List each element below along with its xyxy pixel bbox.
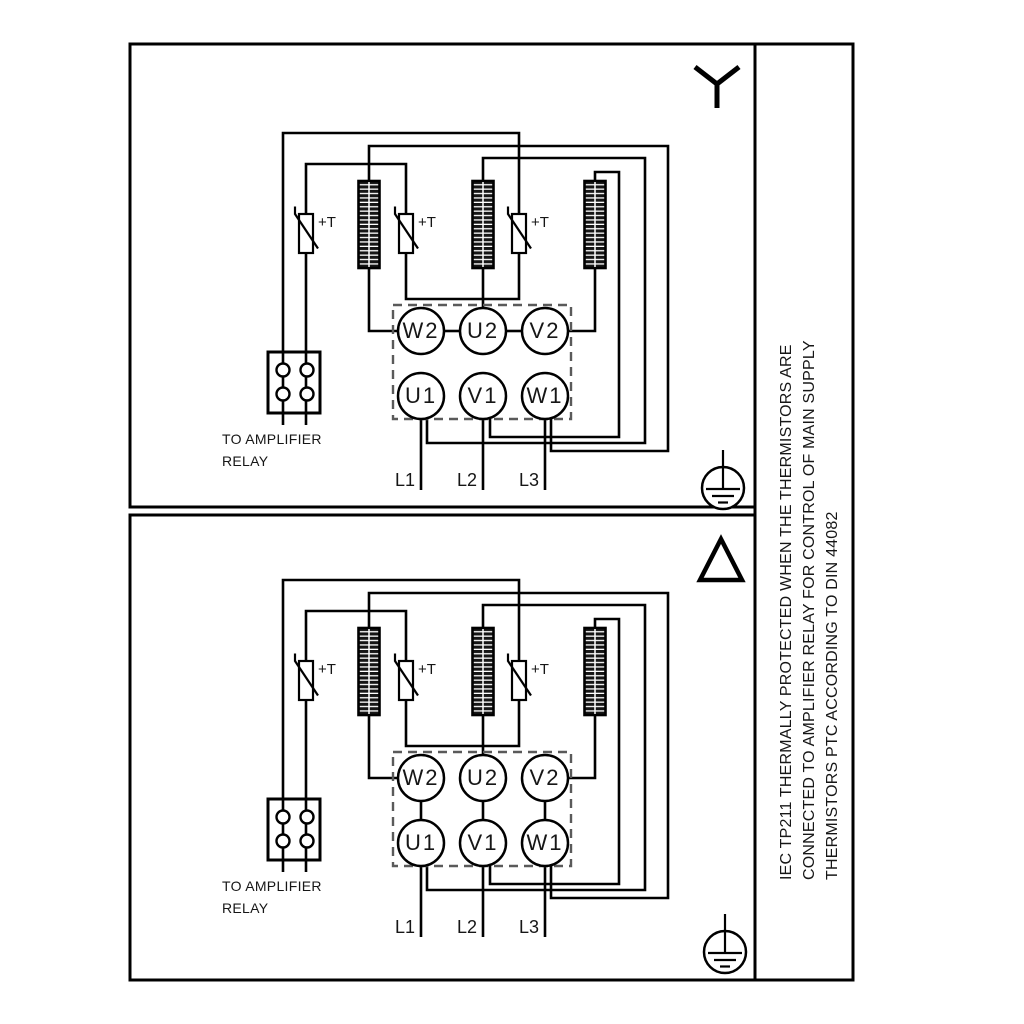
relay-note-line1: TO AMPLIFIER	[222, 431, 322, 447]
relay-note-line2: RELAY	[222, 453, 269, 469]
delta-icon	[700, 539, 742, 580]
terminal-label-u2: U2	[466, 765, 500, 790]
supply-label-l2: L2	[456, 917, 477, 937]
terminal-label-u2: U2	[466, 318, 500, 343]
terminal-label-w2: W2	[402, 765, 440, 790]
relay-note-line2: RELAY	[222, 900, 269, 916]
terminal-label-w1: W1	[526, 830, 564, 855]
delta-terminal-links	[421, 801, 545, 820]
terminal-label-u1: U1	[404, 830, 438, 855]
thermistor-label: +T	[531, 214, 549, 231]
thermistor-label: +T	[418, 214, 436, 231]
thermistor-label: +T	[418, 661, 436, 678]
side-note-line1: IEC TP211 THERMALLY PROTECTED WHEN THE THERMISTORS ARE	[778, 344, 795, 880]
thermistor-label: +T	[318, 214, 336, 231]
terminal-label-w1: W1	[526, 383, 564, 408]
terminal-label-w2: W2	[402, 318, 440, 343]
star-icon	[695, 67, 739, 108]
terminal-label-u1: U1	[404, 383, 438, 408]
side-note-line3: THERMISTORS PTC ACCORDING TO DIN 44082	[824, 511, 841, 880]
side-note-line2: CONNECTED TO AMPLIFIER RELAY FOR CONTROL OF MAIN SUPPLY	[801, 340, 818, 880]
terminal-label-v2: V2	[529, 765, 561, 790]
terminal-label-v2: V2	[529, 318, 561, 343]
terminal-label-v1: V1	[467, 383, 499, 408]
terminal-label-v1: V1	[467, 830, 499, 855]
supply-label-l3: L3	[518, 470, 539, 490]
supply-label-l1: L1	[394, 917, 415, 937]
supply-label-l2: L2	[456, 470, 477, 490]
supply-label-l3: L3	[518, 917, 539, 937]
relay-note-line1: TO AMPLIFIER	[222, 878, 322, 894]
delta-panel	[268, 539, 746, 973]
supply-label-l1: L1	[394, 470, 415, 490]
thermistor-label: +T	[318, 661, 336, 678]
thermistor-label: +T	[531, 661, 549, 678]
star-panel	[268, 67, 744, 509]
